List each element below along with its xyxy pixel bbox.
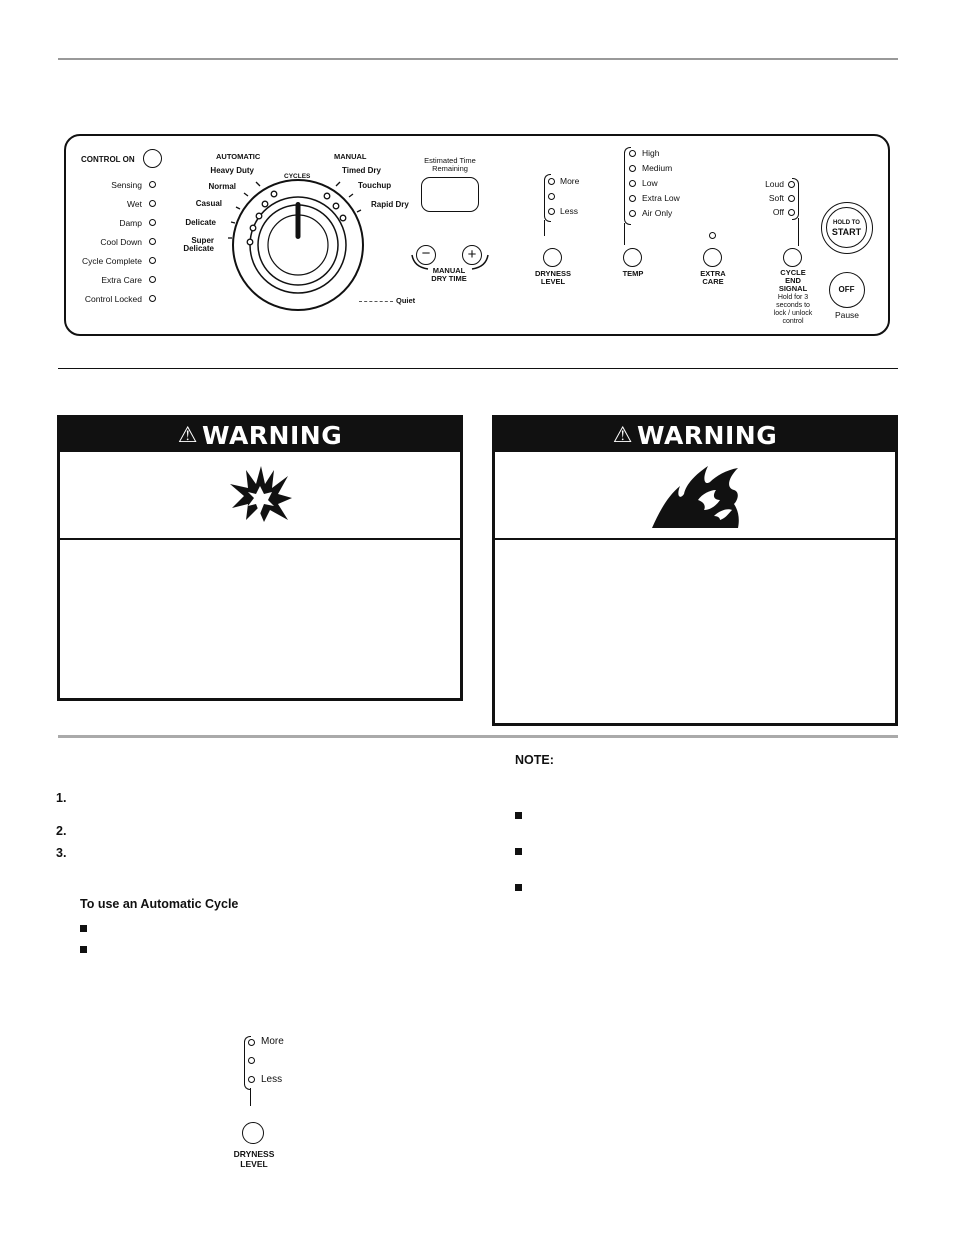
manual-dry-time-line1: MANUAL xyxy=(432,266,466,275)
cycle-end-led-soft xyxy=(788,195,795,202)
warning-fire-title: WARNING xyxy=(637,420,778,450)
dryness-detail-label-line1: DRYNESS xyxy=(233,1149,275,1159)
extra-care-led xyxy=(709,232,716,239)
manual-heading: MANUAL xyxy=(334,152,367,161)
fire-icon xyxy=(650,460,742,530)
bullet-5 xyxy=(515,884,522,891)
bullet-1 xyxy=(80,925,87,932)
warning-fire-picture xyxy=(495,452,895,540)
control-on-button[interactable] xyxy=(143,149,162,168)
warning-explosion-box xyxy=(57,415,463,701)
auto-cycle-heading: To use an Automatic Cycle xyxy=(80,897,239,911)
dryness-detail-more: More xyxy=(261,1036,284,1047)
dryness-detail xyxy=(228,1030,318,1180)
hold-to-start-button[interactable] xyxy=(821,202,873,254)
temp-option-medium: Medium xyxy=(642,163,673,173)
est-time-line2: Remaining xyxy=(432,164,468,173)
step-number-2: 2. xyxy=(56,824,67,838)
cycle-end-note-4: control xyxy=(782,318,804,325)
status-cycle-complete-label: Cycle Complete xyxy=(82,256,142,266)
start-line2: START xyxy=(831,227,862,237)
explosion-icon xyxy=(228,464,294,524)
status-control-locked-led xyxy=(149,295,156,302)
cycle-rapid-dry[interactable]: Rapid Dry xyxy=(371,200,409,209)
cycle-end-option-soft: Soft xyxy=(768,193,784,203)
dryness-detail-led-less xyxy=(248,1076,255,1083)
extra-care-button[interactable] xyxy=(703,248,722,267)
cycle-end-note-1: Hold for 3 xyxy=(777,294,809,301)
off-button[interactable] xyxy=(829,272,865,308)
dry-time-plus-button[interactable]: + xyxy=(462,245,482,265)
temp-option-extra-low: Extra Low xyxy=(642,193,680,203)
status-wet-led xyxy=(149,200,156,207)
dial-pointer xyxy=(296,202,301,239)
temp-led-medium xyxy=(629,165,636,172)
cycle-end-line1: CYCLE xyxy=(780,268,806,277)
warning-triangle-icon: ⚠ xyxy=(177,422,198,448)
temp-led-high xyxy=(629,150,636,157)
cycle-end-stem xyxy=(798,218,799,246)
step-number-3: 3. xyxy=(56,846,67,860)
cycles-label: CYCLES xyxy=(284,173,311,180)
cycle-normal[interactable]: Normal xyxy=(208,182,236,191)
dial-outer-ring xyxy=(233,180,363,310)
dryness-detail-button[interactable] xyxy=(242,1122,264,1144)
temp-button[interactable] xyxy=(623,248,642,267)
extra-care-line2: CARE xyxy=(702,277,724,286)
temp-option-air-only: Air Only xyxy=(642,208,673,218)
status-wet-label: Wet xyxy=(127,199,142,209)
top-rule xyxy=(58,58,898,60)
cycle-end-note-2: seconds to xyxy=(776,302,810,309)
dryness-level-button[interactable] xyxy=(543,248,562,267)
control-on-label: CONTROL ON xyxy=(81,155,135,164)
temp-option-low: Low xyxy=(642,178,658,188)
status-cycle-complete-led xyxy=(149,257,156,264)
manual-dry-time-line2: DRY TIME xyxy=(431,274,467,283)
bullet-4 xyxy=(515,848,522,855)
status-damp-label: Damp xyxy=(119,218,142,228)
est-time-display xyxy=(421,177,479,212)
dryness-label-line1: DRYNESS xyxy=(535,269,571,278)
cycle-timed-dry[interactable]: Timed Dry xyxy=(342,166,381,175)
temp-option-high: High xyxy=(642,148,660,158)
cycle-super-delicate-line1[interactable]: Super xyxy=(191,236,214,245)
temp-label: TEMP xyxy=(622,269,644,278)
dryness-detail-label-line2: LEVEL xyxy=(240,1159,268,1169)
dryness-detail-less: Less xyxy=(261,1074,283,1085)
quiet-label: Quiet xyxy=(396,296,416,305)
cycle-super-delicate-line2[interactable]: Delicate xyxy=(183,244,214,253)
panel-bottom-rule xyxy=(58,368,898,369)
warning-fire-header xyxy=(495,418,895,452)
cycle-end-led-loud xyxy=(788,181,795,188)
section-rule xyxy=(58,735,898,738)
warning-fire-box xyxy=(492,415,898,726)
cycle-end-option-off: Off xyxy=(772,207,784,217)
temp-led-air-only xyxy=(629,210,636,217)
start-line1: HOLD TO xyxy=(833,220,860,226)
cycle-end-led-off xyxy=(788,209,795,216)
warning-explosion-picture xyxy=(60,452,460,540)
bullet-3 xyxy=(515,812,522,819)
automatic-heading: AUTOMATIC xyxy=(216,152,261,161)
note-label: NOTE: xyxy=(515,753,554,767)
control-panel xyxy=(64,134,890,336)
cycle-end-note-3: lock / unlock xyxy=(773,310,813,317)
bullet-2 xyxy=(80,946,87,953)
dryness-detail-led-more xyxy=(248,1039,255,1046)
cycle-dial[interactable] xyxy=(226,172,376,312)
extra-care-line1: EXTRA xyxy=(700,269,726,278)
status-cool-down-label: Cool Down xyxy=(100,237,142,247)
status-sensing-led xyxy=(149,181,156,188)
quiet-dash xyxy=(359,301,393,302)
status-control-locked-label: Control Locked xyxy=(84,294,142,304)
dryness-label-line2: LEVEL xyxy=(540,277,566,286)
hold-to-start-inner xyxy=(826,207,867,248)
warning-explosion-title: WARNING xyxy=(202,420,343,450)
warning-triangle-icon: ⚠ xyxy=(612,422,633,448)
cycle-end-line2: END xyxy=(785,276,801,285)
dryness-option-less: Less xyxy=(560,206,578,216)
est-time-line1: Estimated Time xyxy=(424,156,476,165)
status-damp-led xyxy=(149,219,156,226)
status-extra-care-label: Extra Care xyxy=(101,275,142,285)
cycle-heavy-duty[interactable]: Heavy Duty xyxy=(210,166,254,175)
cycle-casual[interactable]: Casual xyxy=(195,199,222,208)
pause-label: Pause xyxy=(834,310,860,320)
status-extra-care-led xyxy=(149,276,156,283)
status-sensing-label: Sensing xyxy=(111,180,142,190)
dryness-option-more: More xyxy=(560,176,580,186)
dryness-led-mid xyxy=(548,193,555,200)
temp-led-low xyxy=(629,180,636,187)
cycle-delicate[interactable]: Delicate xyxy=(185,218,216,227)
dryness-detail-stem xyxy=(250,1088,251,1106)
dry-time-minus-button[interactable]: − xyxy=(416,245,436,265)
dryness-detail-led-mid xyxy=(248,1057,255,1064)
step-number-1: 1. xyxy=(56,791,67,805)
cycle-touchup[interactable]: Touchup xyxy=(358,181,392,190)
dryness-stem xyxy=(544,220,545,236)
temp-led-extra-low xyxy=(629,195,636,202)
off-label: OFF xyxy=(838,285,855,294)
cycle-end-option-loud: Loud xyxy=(765,179,784,189)
dryness-led-more xyxy=(548,178,555,185)
status-cool-down-led xyxy=(149,238,156,245)
dial-ticks xyxy=(228,182,361,238)
cycle-end-line3: SIGNAL xyxy=(778,284,808,293)
warning-explosion-header xyxy=(60,418,460,452)
temp-stem xyxy=(624,223,625,245)
dryness-led-less xyxy=(548,208,555,215)
cycle-end-signal-button[interactable] xyxy=(783,248,802,267)
